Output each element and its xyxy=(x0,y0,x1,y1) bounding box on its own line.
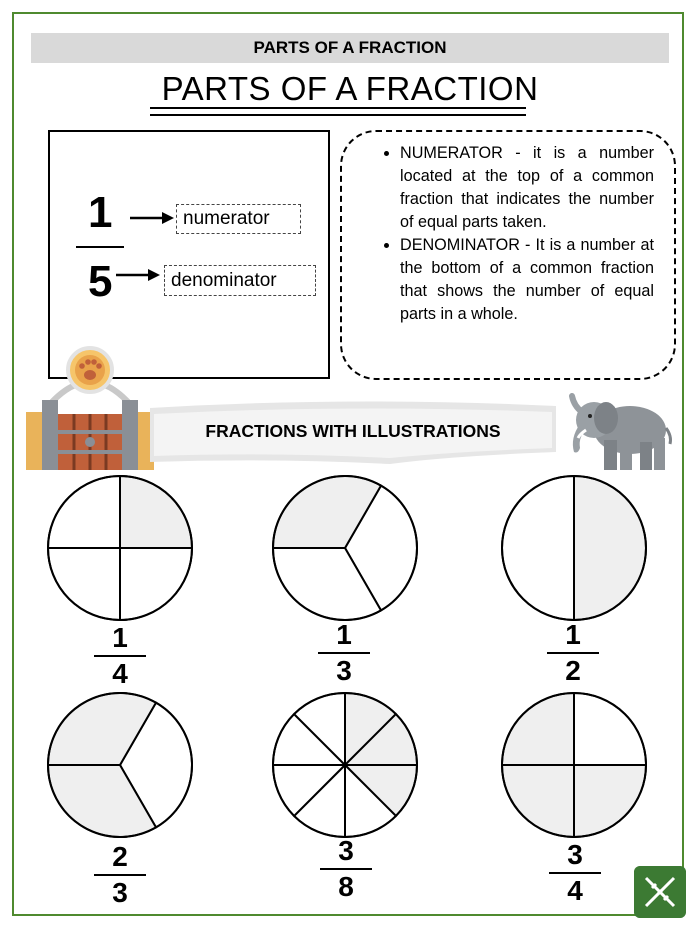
unshaded-sector xyxy=(502,476,574,620)
title-underline xyxy=(150,107,526,109)
fraction-bar xyxy=(318,652,370,654)
header-bar xyxy=(31,33,669,63)
fraction-numerator: 1 xyxy=(336,619,352,650)
fraction-circle xyxy=(45,692,195,838)
fraction-numerator: 3 xyxy=(567,839,583,870)
fraction-bar xyxy=(547,652,599,654)
page-title: PARTS OF A FRACTION xyxy=(161,70,539,107)
fraction-denominator: 8 xyxy=(338,871,354,902)
fraction-label xyxy=(543,620,603,686)
fraction-circle xyxy=(270,692,420,838)
fraction-bar xyxy=(549,872,601,874)
fraction-bar xyxy=(320,868,372,870)
fraction-numerator: 1 xyxy=(112,622,128,653)
fraction-denominator: 4 xyxy=(112,658,128,689)
example-fraction-bar xyxy=(76,246,124,248)
fraction-numerator: 2 xyxy=(112,841,128,872)
denominator-label: denominator xyxy=(171,269,277,291)
example-denominator: 5 xyxy=(88,257,113,306)
arrow-right-icon xyxy=(130,210,174,226)
numerator-label: numerator xyxy=(183,208,270,229)
example-numerator: 1 xyxy=(88,188,113,237)
fraction-label xyxy=(90,842,150,908)
fraction-denominator: 2 xyxy=(565,655,581,686)
fraction-circle xyxy=(270,475,420,621)
numerator-label-box xyxy=(176,204,301,234)
denominator-label-box xyxy=(164,265,316,296)
fraction-numerator: 1 xyxy=(565,619,581,650)
elephant-icon xyxy=(564,388,676,476)
fraction-denominator: 4 xyxy=(567,875,583,906)
title-underline-2 xyxy=(150,114,526,116)
zoo-gate-icon xyxy=(22,342,158,472)
banner-title: FRACTIONS WITH ILLUSTRATIONS xyxy=(205,421,501,441)
arrow-right-icon xyxy=(116,267,160,283)
fraction-label xyxy=(316,836,376,902)
fraction-denominator: 3 xyxy=(112,877,128,908)
header-label: PARTS OF A FRACTION xyxy=(253,38,447,57)
fraction-denominator: 3 xyxy=(336,655,352,686)
fraction-label xyxy=(545,840,605,906)
fraction-numerator: 3 xyxy=(338,835,354,866)
definition-numerator: • NUMERATOR - it is a number located at the top of a common fraction that indicates the number of equal parts taken. xyxy=(400,142,654,234)
definition-denominator: • DENOMINATOR - It is a number at the bottom of a common fraction that shows the number of equal parts in a whole. xyxy=(400,234,654,326)
fraction-bar xyxy=(94,874,146,876)
paw-icon xyxy=(68,348,112,392)
definitions-box xyxy=(340,130,676,380)
fraction-label xyxy=(90,623,150,689)
shaded-sector xyxy=(574,476,646,620)
fraction-circle xyxy=(499,475,649,621)
fraction-bar xyxy=(94,655,146,657)
fraction-label xyxy=(314,620,374,686)
fraction-circle xyxy=(499,692,649,838)
fraction-circle xyxy=(45,475,195,621)
pencil-ruler-icon xyxy=(634,866,686,918)
